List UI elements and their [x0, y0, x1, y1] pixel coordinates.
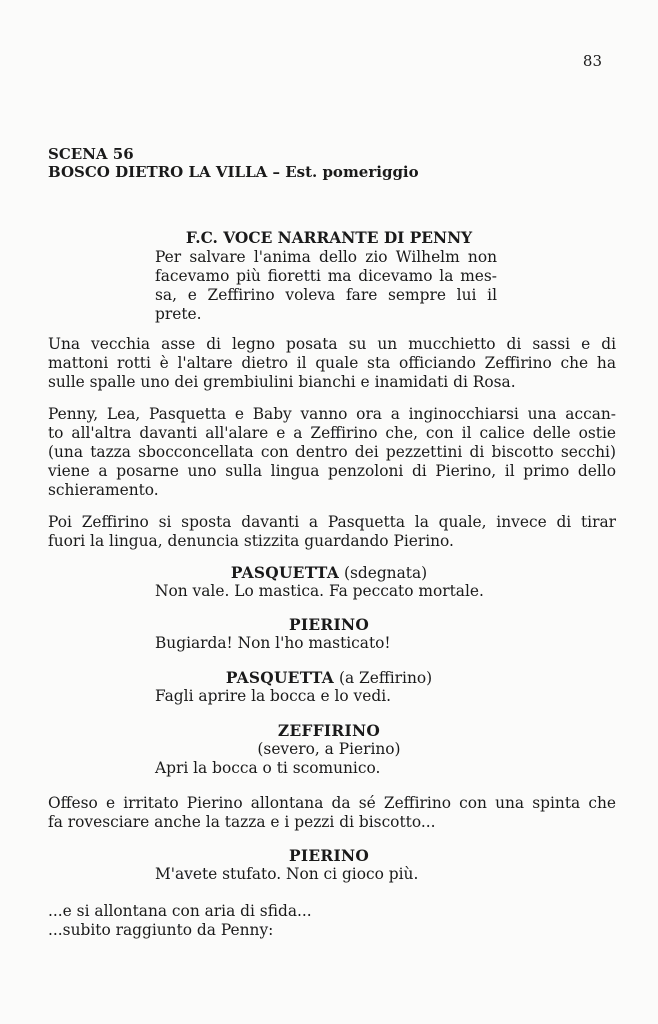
- character-name: PASQUETTA: [230, 564, 340, 582]
- action-line: to all'altra davanti all'alare e a Zeffirino che, con il calice delle ostie: [48, 424, 616, 442]
- action-paragraph-1: [48, 335, 616, 392]
- scene-location: BOSCO DIETRO LA VILLA – Est. pomeriggio: [48, 163, 419, 181]
- character-cue: [0, 616, 658, 635]
- dialogue-line: Non vale. Lo mastica. Fa peccato mortale.: [155, 582, 484, 600]
- narrator-title: F.C. VOCE NARRANTE DI PENNY: [185, 229, 473, 247]
- page-number: 83: [582, 52, 602, 70]
- action-paragraph-3: [48, 513, 616, 551]
- narrator-line: facevamo più fioretti ma dicevamo la mes-: [155, 267, 497, 285]
- character-name: ZEFFIRINO: [277, 722, 381, 740]
- parenthetical: (sdegnata): [339, 564, 428, 582]
- character-name: PASQUETTA: [225, 669, 335, 687]
- narrator-line: Per salvare l'anima dello zio Wilhelm non: [155, 248, 497, 266]
- action-paragraph-4: [48, 794, 616, 832]
- character-name: PIERINO: [288, 616, 370, 634]
- action-line: fa rovesciare anche la tazza e i pezzi di biscotto...: [48, 813, 436, 831]
- action-paragraph-2: [48, 405, 616, 500]
- narrator-line: sa, e Zeffirino voleva fare sempre lui il: [155, 286, 497, 304]
- scene-number: SCENA 56: [48, 145, 134, 163]
- dialogue-line: Bugiarda! Non l'ho masticato!: [155, 634, 391, 652]
- scene-heading: [48, 145, 419, 181]
- parenthetical: (severo, a Pierino): [257, 740, 401, 758]
- action-line: Una vecchia asse di legno posata su un mucchietto di sassi e di: [48, 335, 616, 353]
- dialogue-line: Fagli aprire la bocca e lo vedi.: [155, 687, 392, 705]
- action-line: Penny, Lea, Pasquetta e Baby vanno ora a inginocchiarsi una accan-: [48, 405, 616, 423]
- character-cue: [0, 722, 658, 741]
- action-line: (una tazza sbocconcellata con dentro dei pezzettini di biscotto secchi): [48, 443, 616, 461]
- dialogue-line: M'avete stufato. Non ci gioco più.: [155, 865, 419, 883]
- closing-action: [48, 902, 616, 940]
- action-line: sulle spalle uno dei grembiulini bianchi e inamidati di Rosa.: [48, 373, 516, 391]
- character-name: PIERINO: [288, 847, 370, 865]
- character-cue: [0, 847, 658, 866]
- action-line: Poi Zeffirino si sposta davanti a Pasquetta la quale, invece di tirar: [48, 513, 616, 531]
- character-cue: [0, 564, 658, 583]
- action-line: Offeso e irritato Pierino allontana da sé Zeffirino con una spinta che: [48, 794, 616, 812]
- action-line: mattoni rotti è l'altare dietro il quale sta officiando Zeffirino che ha: [48, 354, 616, 372]
- narrator-line: prete.: [155, 305, 202, 323]
- parenthetical: (a Zeffirino): [334, 669, 433, 687]
- character-cue: [0, 669, 658, 688]
- dialogue-line: Apri la bocca o ti scomunico.: [155, 759, 381, 777]
- action-line: ...e si allontana con aria di sfida...: [48, 902, 312, 920]
- action-line: viene a posarne uno sulla lingua penzoloni di Pierino, il primo dello: [48, 462, 616, 480]
- action-line: ...subito raggiunto da Penny:: [48, 921, 274, 939]
- action-line: schieramento.: [48, 481, 159, 499]
- action-line: fuori la lingua, denuncia stizzita guardando Pierino.: [48, 532, 454, 550]
- narrator-text: [155, 248, 497, 324]
